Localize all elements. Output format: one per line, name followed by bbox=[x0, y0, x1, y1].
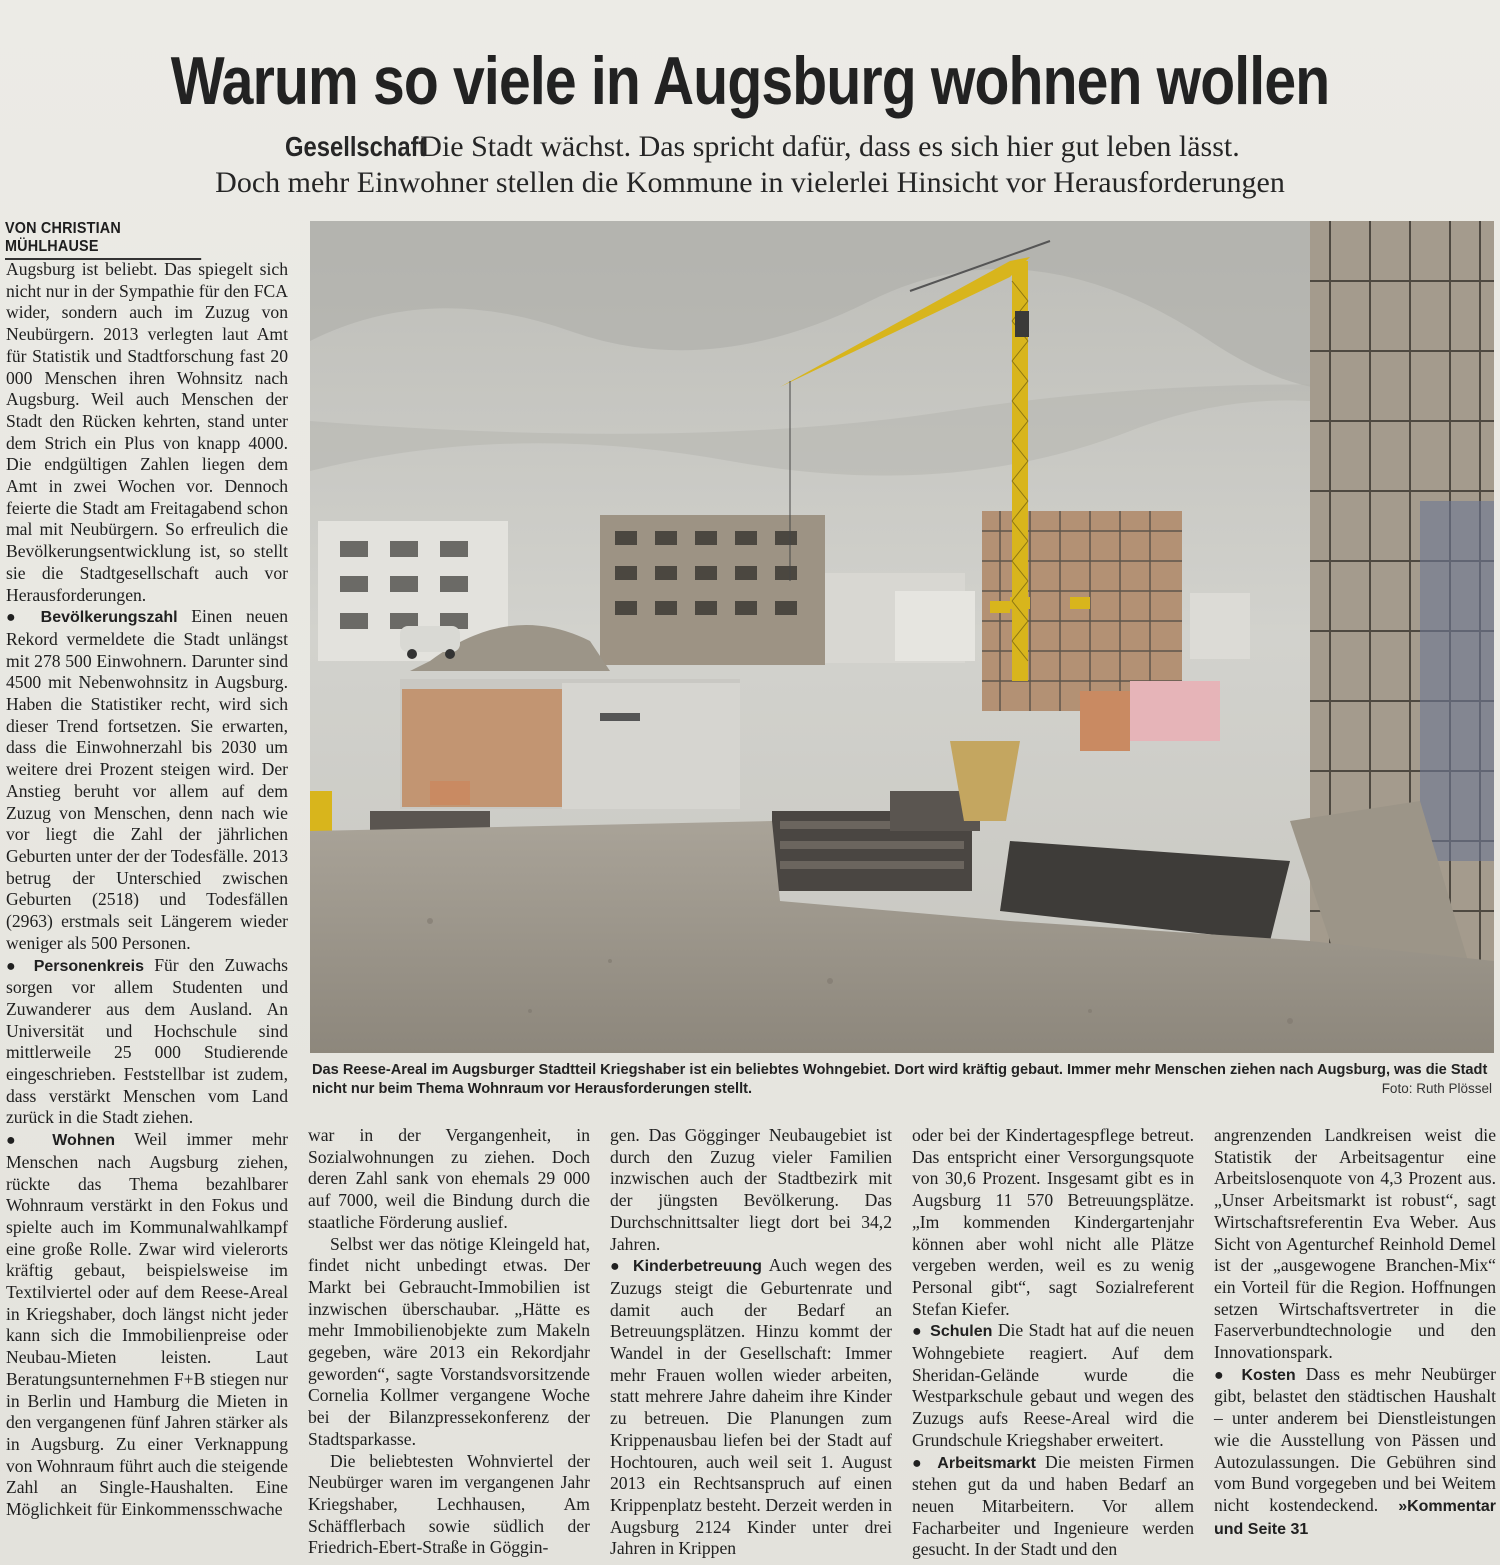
rubric: Bevölkerungszahl bbox=[40, 609, 178, 627]
paragraph bbox=[912, 1125, 1194, 1320]
rubric: Wohnen bbox=[52, 1132, 116, 1150]
construction-photo bbox=[310, 221, 1494, 1053]
bullet-icon: ● bbox=[912, 1454, 927, 1472]
subhead-text-1: Die Stadt wächst. Das spricht dafür, dass es sich hier gut leben lässt. bbox=[420, 130, 1240, 163]
paragraph bbox=[6, 955, 288, 1130]
subhead-kicker: Gesellschaft bbox=[285, 131, 427, 162]
bullet-icon: ● bbox=[6, 1132, 31, 1150]
photo-illustration bbox=[310, 221, 1494, 1053]
column-3 bbox=[610, 1125, 892, 1560]
bullet-icon: ● bbox=[610, 1258, 624, 1276]
paragraph-text: war in der Vergangenheit, in Sozialwohnungen zu ziehen. Doch deren Zahl sank von ehemals 29 000 auf 7000, weil die Bindung durch die staatliche Förderung auslief. bbox=[308, 1125, 590, 1232]
column-1 bbox=[6, 259, 288, 1521]
paragraph-text: Auch wegen des Zuzugs steigt die Geburtenrate und damit auch der Bedarf an Betreuungsplätzen. Hinzu kommt der Wandel in der Gesellschaft: Immer mehr Frauen wollen wieder arbeiten, statt mehrere Jahre daheim ihre Kinder zu betreuen. Die Planungen zum Krippenausbau liefen bei der Stadt auf Hochtouren, auch weil seit 1. August 2013 ein Rechtsanspruch auf einen Krippenplatz besteht. Derzeit werden in Augsburg 2124 Kinder unter drei Jahren in Krippen bbox=[610, 1255, 892, 1559]
paragraph bbox=[1214, 1125, 1496, 1364]
bullet-icon: ● bbox=[6, 609, 25, 627]
paragraph-text: Dass es mehr Neubürger gibt, belastet den städtischen Haushalt – unter anderem bei Dienstleistungen wie die Ausstellung von Pässen und Autozulassungen. Die Gebühren sind vom Bund vorgegeben und bei Weitem nicht kostendeckend. bbox=[1214, 1363, 1496, 1515]
rubric: Kinderbetreuung bbox=[633, 1258, 762, 1276]
parked-car bbox=[400, 626, 460, 652]
paragraph-text: Augsburg ist beliebt. Das spiegelt sich nicht nur in der Sympathie für den FCA wider, sondern auch im Zuzug von Neubürgern. 2013 verlegten laut Amt für Statistik und Stadtforschung fast 20 000 Menschen ihren Wohnsitz nach Augsburg. Weil auch Menschen der Stadt den Rücken kehrten, stand unter dem Strich ein Plus von knapp 4000. Die endgültigen Zahlen liegen dem Amt in zwei Wochen vor. Dennoch feierte die Stadt am Freitagabend schon mal mit Neubürgern. So erfreulich die Bevölkerungsentwicklung ist, so stellt sie die Stadtgesellschaft auch vor Herausforderungen. bbox=[6, 259, 288, 605]
paragraph bbox=[912, 1452, 1194, 1562]
paragraph-text: Für den Zuwachs sorgen vor allem Studenten und Zuwanderer aus dem Ausland. An Universität und Hochschule sind mittlerweile 25 000 Studierende eingeschrieben. Feststellbar ist zudem, dass verstärkt Menschen vom Land zurück in die Stadt ziehen. bbox=[6, 954, 288, 1128]
paragraph-text: Die beliebtesten Wohnviertel der Neubürger waren im vergangenen Jahr Kriegshaber, Lechhausen, Am Schäfflerbach sowie südlich der Friedrich-Ebert-Straße in Göggin- bbox=[308, 1450, 590, 1558]
paragraph bbox=[912, 1320, 1194, 1451]
photo-credit: Foto: Ruth Plössel bbox=[1381, 1081, 1492, 1096]
rubric: Personenkreis bbox=[33, 957, 144, 975]
paragraph-text: oder bei der Kindertagespflege betreut. Das entspricht einer Versorgungsquote von 30,6 Prozent. Insgesamt gibt es in Augsburg 11 570 Betreuungsplätze. „Im kommenden Kindergartenjahr können aber wohl nicht alle Plätze vergeben werden, weil es zu wenig Personal gibt“, sagt Sozialreferent Stefan Kiefer. bbox=[912, 1125, 1194, 1319]
rubric: Arbeitsmarkt bbox=[937, 1454, 1036, 1472]
bullet-icon: ● bbox=[912, 1323, 923, 1341]
bullet-icon: ● bbox=[1214, 1366, 1230, 1384]
paragraph bbox=[308, 1234, 590, 1451]
paragraph-text: Die meisten Firmen stehen gut da und haben Bedarf an neuen Mitarbeitern. Vor allem Facharbeiter und Ingenieure werden gesucht. In der Stadt und den bbox=[912, 1451, 1194, 1560]
paragraph bbox=[308, 1125, 590, 1234]
bullet-icon: ● bbox=[6, 957, 22, 975]
paragraph bbox=[6, 606, 288, 954]
paragraph bbox=[610, 1255, 892, 1560]
paragraph-text: Einen neuen Rekord vermeldete die Stadt unlängst mit 278 500 Einwohnern. Darunter sind 4500 mit Nebenwohnsitz in Augsburg. Haben die Statistiker recht, wird sich dieser Trend fortsetzen. Sie erwarten, dass die Einwohnerzahl bis 2030 um weitere drei Prozent steigen wird. Der Anstieg beruht vor allem auf dem Zuzug von Menschen, denn nach wie vor liegt die Zahl der jährlichen Geburten unter der der Todesfälle. 2013 betrug der Unterschied zwischen Geburten (2518) und Todesfällen (2963) erstmals seit Längerem wieder weniger als 500 Personen. bbox=[6, 606, 288, 953]
paragraph bbox=[308, 1451, 590, 1560]
column-5 bbox=[1214, 1125, 1496, 1540]
paragraph-text: gen. Das Gögginger Neubaugebiet ist durch den Zuzug vieler Familien inzwischen auch der Stadtbezirk mit der jüngsten Bevölkerung. Das Durchschnittsalter liegt dort bei 34,2 Jahren. bbox=[610, 1125, 892, 1254]
paragraph bbox=[6, 259, 288, 606]
paragraph-text: Die Stadt hat auf die neuen Wohngebiete reagiert. Auf dem Sheridan-Gelände wurde die Westparkschule gebaut und wegen des Zuzugs aufs Reese-Areal wird die Grundschule Kriegshaber erweitert. bbox=[912, 1320, 1194, 1450]
subhead-line-1 bbox=[0, 128, 1500, 166]
photo-caption: Das Reese-Areal im Augsburger Stadtteil Kriegshaber ist ein beliebtes Wohngebiet. Dort wird kräftig gebaut. Immer mehr Menschen ziehen nach Augsburg, was die Stadt nicht nur beim Thema Wohnraum vor Herausforderungen stellt. bbox=[312, 1062, 1488, 1097]
rubric: Kosten bbox=[1241, 1366, 1296, 1384]
paragraph-text: Weil immer mehr Menschen nach Augsburg ziehen, rückte das Thema bezahlbarer Wohnraum verstärkt in den Fokus und spielte auch im Kommunalwahlkampf eine große Rolle. Zwar wird vielerorts kräftig gebaut, beispielsweise im Textilviertel oder auf dem Reese-Areal in Kriegshaber, doch längst nicht jeder kann sich die Immobilienpreise oder Neubau-Mieten leisten. Laut Beratungsunternehmen F+B stiegen nur in Berlin und Hamburg die Mieten in den vergangenen fünf Jahren stärker als in Augsburg. Zu einer Verknappung von Wohnraum führt auch die steigende Zahl an Single-Haushalten. Eine Möglichkeit für Einkommensschwache bbox=[6, 1129, 289, 1520]
paragraph bbox=[6, 1129, 288, 1521]
headline: Warum so viele in Augsburg wohnen wollen bbox=[170, 43, 1330, 119]
column-2 bbox=[308, 1125, 590, 1559]
column-4 bbox=[912, 1125, 1194, 1561]
paragraph bbox=[1214, 1364, 1496, 1541]
byline: VON CHRISTIAN MÜHLHAUSE bbox=[5, 220, 201, 260]
subhead-line-2: Doch mehr Einwohner stellen die Kommune in vielerlei Hinsicht vor Herausforderungen bbox=[215, 166, 1285, 199]
rubric: Schulen bbox=[930, 1323, 993, 1341]
paragraph bbox=[610, 1125, 892, 1255]
crossref-link[interactable]: »Kommentar und Seite 31 bbox=[1214, 1497, 1496, 1538]
paragraph-text: Selbst wer das nötige Kleingeld hat, findet nicht unbedingt etwas. Der Markt bei Gebraucht-Immobilien ist inzwischen überschaubar. „Hätte es mehr Immobilienobjekte zum Makeln gegeben, wäre 2013 ein Rekordjahr geworden“, sagte Vorstandsvorsitzende Cornelia Kollmer vergangene Woche bei der Bilanzpressekonferenz der Stadtsparkasse. bbox=[308, 1233, 590, 1449]
paragraph-text: angrenzenden Landkreisen weist die Statistik der Arbeitsagentur eine Arbeitslosenquote von 4,3 Prozent aus. „Unser Arbeitsmarkt ist robust“, sagt Wirtschaftsreferentin Eva Weber. Aus Sicht von Agenturchef Reinhold Demel ist der „ausgewogene Branchen-Mix“ ein Vorteil für die Region. Hoffnungen setzen Wirtschaftsvertreter in die Faserverbundtechnologie und den Innovationspark. bbox=[1214, 1125, 1496, 1363]
